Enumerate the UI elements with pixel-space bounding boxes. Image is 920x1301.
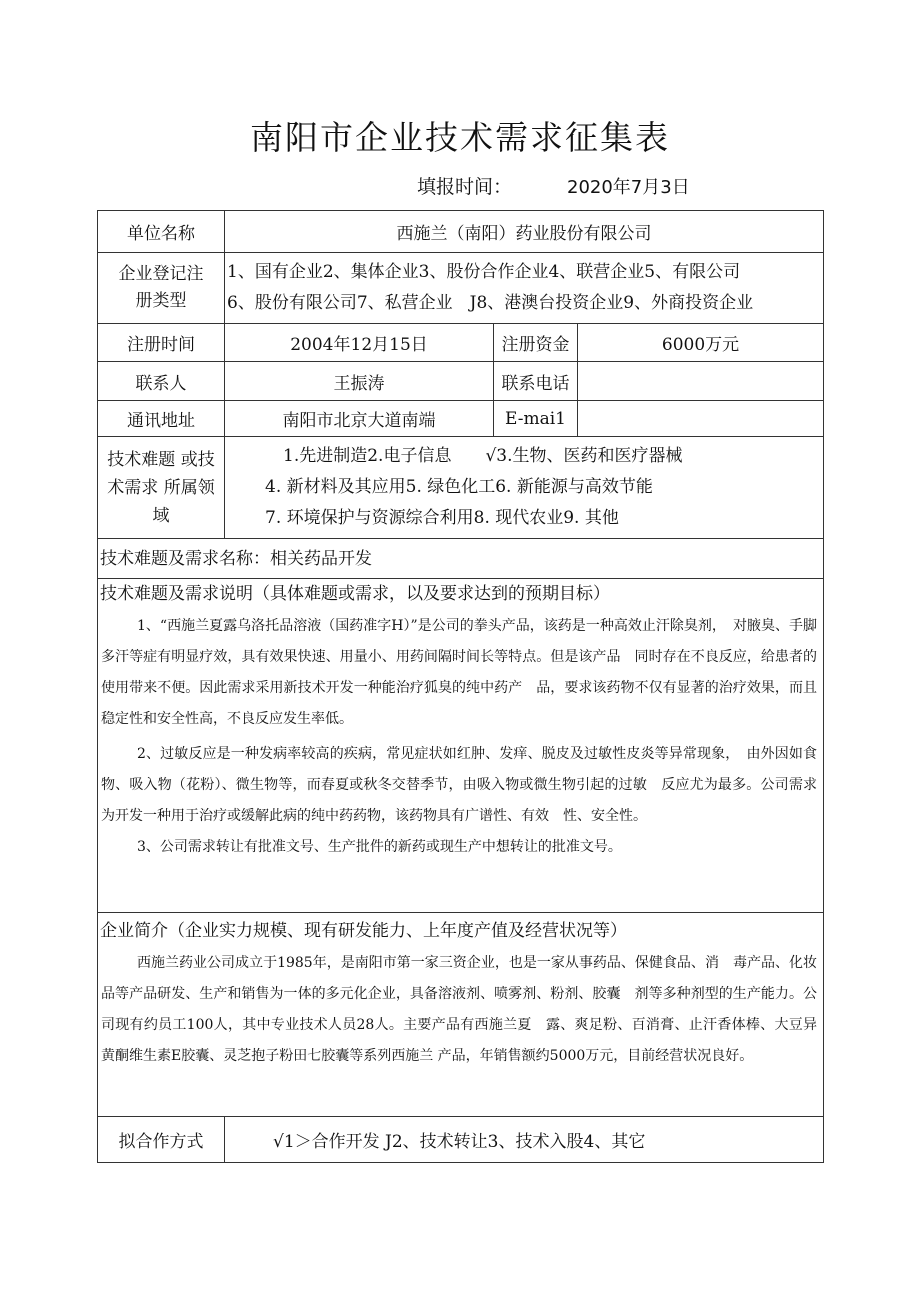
need-name: 技术难题及需求名称：相关药品开发 [98, 539, 824, 579]
row-need-desc [98, 579, 824, 913]
row-reg-type [98, 253, 824, 324]
reg-time-value: 2004年12月15日 [225, 324, 494, 362]
fill-date [417, 172, 690, 199]
contact-label: 联系人 [98, 362, 225, 401]
unit-name-value: 西施兰（南阳）药业股份有限公司 [225, 211, 824, 253]
reg-capital-label: 注册资金 [494, 324, 578, 362]
row-contact [98, 362, 824, 401]
intro-cell [98, 913, 824, 1117]
need-desc-cell [98, 579, 824, 913]
reg-time-label: 注册时间 [98, 324, 225, 362]
need-desc-paragraph-1: 1、“西施兰夏露乌洛托品溶液（国药准字H）”是公司的拳头产品，该药是一种高效止汗除臭剂， 对腋臭、手脚多汗等症有明显疗效，具有效果快速、用量小、用药间隔时间长等特点。但是该产品 同时存在不良反应，给患者的使用带来不便。因此需求采用新技术开发一种能治疗狐臭的纯中药产 品，要求该药物不仅有显著的治疗效果，而且稳定性和安全性高，不良反应发生率低。 [101, 618, 818, 727]
row-reg-time [98, 324, 824, 362]
tech-field-label: 技术难题 或技术需求 所属领域 [98, 437, 225, 539]
row-unit-name [98, 211, 824, 253]
row-need-name [98, 539, 824, 579]
fill-date-value: 2020年7月3日 [567, 177, 690, 198]
row-cooperation [98, 1117, 824, 1163]
address-value: 南阳市北京大道南端 [225, 401, 494, 437]
page-title: 南阳市企业技术需求征集表 [250, 118, 670, 157]
intro-paragraph: 西施兰药业公司成立于1985年，是南阳市第一家三资企业，也是一家从事药品、保健食品、消 毒产品、化妆品等产品研发、生产和销售为一体的多元化企业，具备溶液剂、喷雾剂、粉剂、胶囊 剂等多种剂型的生产能力。公司现有约员工100人，其中专业技术人员28人。主要产品有西施兰夏 露、爽足粉、百消膏、止汗香体棒、大豆异黄酮维生素E胶囊、灵芝抱子粉田七胶囊等系列西施兰 产品，年销售额约5000万元，目前经营状况良好。 [101, 955, 818, 1064]
address-label: 通讯地址 [98, 401, 225, 437]
coop-label: 拟合作方式 [98, 1117, 225, 1163]
phone-label: 联系电话 [494, 362, 578, 401]
reg-type-options [225, 253, 824, 324]
need-desc-paragraph-3: 3、公司需求转让有批准文号、生产批件的新药或现生产中想转让的批准文号。 [137, 839, 622, 855]
row-intro [98, 913, 824, 1117]
reg-capital-value: 6000万元 [578, 324, 824, 362]
coop-value: √1＞合作开发 J2、技术转让3、技术入股4、其它 [225, 1117, 824, 1163]
reg-type-line-1: 1、国有企业2、集体企业3、股份合作企业4、联营企业5、有限公司 [227, 262, 741, 282]
intro-title: 企业简介（企业实力规模、现有研发能力、上年度产值及经营状况等） [100, 921, 627, 941]
email-label: E-mai1 [494, 401, 578, 437]
tech-field-line-3: 7. 环境保护与资源综合利用8. 现代农业9. 其他 [265, 508, 619, 528]
tech-field-options [225, 437, 824, 539]
reg-type-line-2: 6、股份有限公司7、私营企业 J8、港澳台投资企业9、外商投资企业 [227, 293, 754, 313]
requirement-form [97, 210, 824, 1163]
need-desc-title: 技术难题及需求说明（具体难题或需求，以及要求达到的预期目标） [100, 584, 610, 604]
phone-value [578, 362, 824, 401]
row-address [98, 401, 824, 437]
row-tech-field [98, 437, 824, 539]
tech-field-line-1: 1.先进制造2.电子信息 √3.生物、医药和医疗器械 [283, 446, 683, 466]
fill-date-label: 填报时间： [417, 176, 513, 198]
email-value [578, 401, 824, 437]
tech-field-line-2: 4. 新材料及其应用5. 绿色化工6. 新能源与高效节能 [265, 477, 653, 497]
reg-type-label: 企业登记注册类型 [98, 253, 225, 324]
unit-name-label: 单位名称 [98, 211, 225, 253]
need-desc-paragraph-2: 2、过敏反应是一种发病率较高的疾病，常见症状如红肿、发痒、脱皮及过敏性皮炎等异常现象， 由外因如食物、吸入物（花粉）、微生物等，而春夏或秋冬交替季节，由吸入物或微生物引起的过敏 反应尤为最多。公司需求为开发一种用于治疗或缓解此病的纯中药药物，该药物具有广谱性、有效 性、安全性。 [101, 746, 818, 824]
contact-value: 王振涛 [225, 362, 494, 401]
